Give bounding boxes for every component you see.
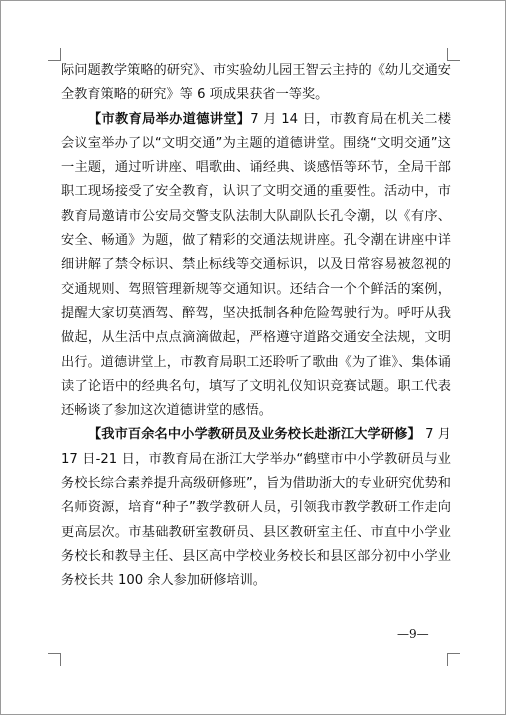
paragraph-text: 际问题教学策略的研究》、市实验幼儿园王智云主持的《幼儿交通安全教育策略的研究》等 6 项成果获省一等奖。: [61, 63, 451, 103]
paragraph-heading: 【我市百余名中小学教研员及业务校长赴浙江大学研修】: [88, 427, 421, 443]
paragraph-text: 7 月 14 日，市教育局在机关二楼会议室举办了以“文明交通”为主题的道德讲堂。围绕“文明交通”这一主题，通过听讲座、唱歌曲、诵经典、谈感悟等环节，全局干部职工现场接受了安全教育，认识了文明交通的重要性。活动中，市教育局邀请市公安局交警支队法制大队副队长孔令潮，以《有序、安全、畅通》为题，做了精彩的交通法规讲座。孔令潮在讲座中详细讲解了禁令标识、禁止标线等交通标识，以及日常容易被忽视的交通规则、驾照管理新规等交通知识。还结合一个个鲜活的案例，提醒大家切莫酒驾、醉驾，坚决抵制各种危险驾驶行为。呼吁从我做起，从生活中点点滴滴做起，严格遵守道路交通安全法规，文明出行。道德讲堂上，市教育局职工还聆听了歌曲《为了谁》、集体诵读了论语中的经典名句，填写了文明礼仪知识竞赛试题。职工代表还畅谈了参加这次道德讲堂的感悟。: [61, 111, 452, 419]
page-number: —9—: [397, 627, 429, 641]
crop-mark-bottom-right: [447, 653, 460, 666]
paragraph-heading: 【市教育局举办道德讲堂】: [88, 111, 251, 127]
paragraph-continuation: [61, 59, 451, 108]
crop-mark-top-left: [48, 48, 61, 61]
page-body: [61, 59, 451, 594]
paragraph-moral-lecture: [61, 108, 451, 424]
paragraph-text: 7 月 17 日-21 日，市教育局在浙江大学举办“鹤壁市中小学教研员与业务校长综合素养提升高级研修班”，旨为借助浙大的专业研究优势和名师资源，培育“种子”教学教研人员，引领我市教学教研工作走向更高层次。市基础教研室教研员、县区教研室主任、市直中小学业务校长和教导主任、县区高中学校业务校长和县区部分初中小学业务校长共 100 余人参加研修培训。: [61, 427, 451, 589]
crop-mark-bottom-left: [48, 653, 61, 666]
paragraph-zju-training: [61, 423, 451, 593]
